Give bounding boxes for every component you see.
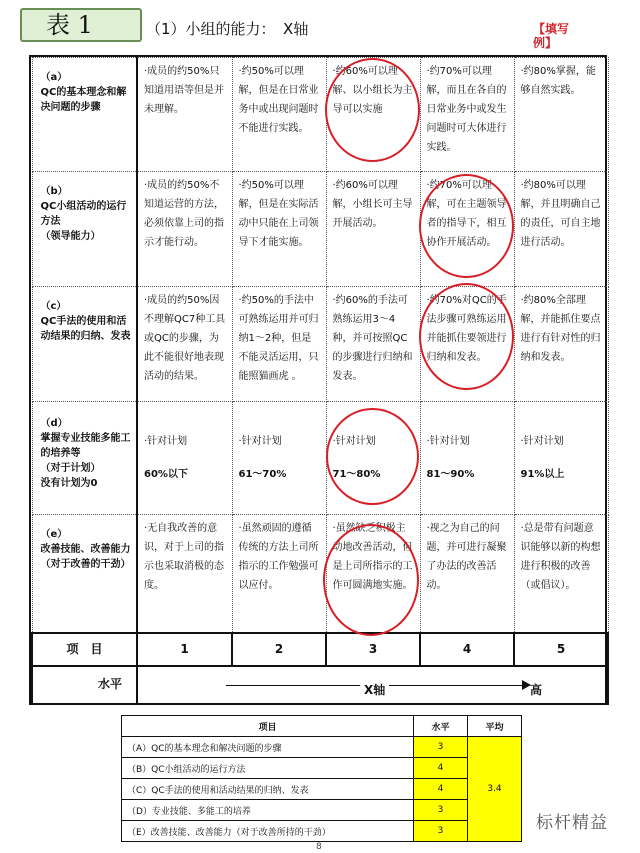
row-a xyxy=(32,58,608,172)
level-number: 3 xyxy=(326,633,420,666)
summary-item: （E）改善技能、改善能力（对于改善所持的干劲） xyxy=(122,821,414,842)
summary-header xyxy=(122,716,522,737)
summary-item: （D）专业技能、多能工的培养 xyxy=(122,800,414,821)
ability-matrix xyxy=(29,55,607,705)
summary-average: 3.4 xyxy=(468,737,522,842)
level-number: 5 xyxy=(514,633,608,666)
summary-row xyxy=(122,821,522,842)
cell-level-4: ·约70%可以理解，而且在各自的日常业务中或发生问题时可大体进行实践。 xyxy=(420,58,514,172)
cell-level-3: ·约60%的手法可熟练运用3～4种，并可按照QC的步骤进行归纳和发表。 xyxy=(326,287,420,402)
summary-level: 4 xyxy=(414,779,468,800)
cell-level-3: ·约60%可以理解、以小组长为主导可以实施 xyxy=(326,58,420,172)
cell-level-5: ·约80%掌握，能够自然实践。 xyxy=(514,58,608,172)
watermark: 标杆精益 xyxy=(536,813,608,833)
level-number: 1 xyxy=(137,633,232,666)
cell-level-2: ·约50%的手法中可熟练运用并可归纳1～2种，但是不能灵活运用，只能照猫画虎 。 xyxy=(232,287,326,402)
summary-item: （B）QC小组活动的运行方法 xyxy=(122,758,414,779)
summary-item: （A）QC的基本理念和解决问题的步骤 xyxy=(122,737,414,758)
plan-text: ·针对计划 xyxy=(426,436,470,447)
plan-text: ·针对计划 xyxy=(520,436,564,447)
cell-level-2 xyxy=(232,402,326,515)
row-label: （c） QC手法的使用和活动结果的归纳、发表 xyxy=(32,287,137,402)
level-number: 4 xyxy=(420,633,514,666)
summary-row xyxy=(122,737,522,758)
summary-level: 3 xyxy=(414,737,468,758)
item-label: 项 目 xyxy=(32,633,137,666)
cell-level-5: ·约80%全部理解，并能抓住要点进行有针对性的归纳和发表。 xyxy=(514,287,608,402)
x-axis xyxy=(138,667,607,703)
row-c xyxy=(32,287,608,402)
header-average: 平均 xyxy=(468,716,522,737)
plan-text: ·针对计划 xyxy=(144,436,188,447)
selection-circle-d xyxy=(326,408,419,505)
summary-item: （C）QC手法的使用和活动结果的归纳、发表 xyxy=(122,779,414,800)
ability-table xyxy=(31,57,609,705)
cell-level-1: ·成员的约50%不知道运营的方法，必须依靠上司的指示才能行动。 xyxy=(137,172,232,287)
summary-table xyxy=(121,715,522,842)
summary-level: 4 xyxy=(414,758,468,779)
page-number: 8 xyxy=(316,842,322,852)
selection-circle-b xyxy=(419,174,514,278)
plan-value: 81～90% xyxy=(426,469,475,480)
cell-level-5 xyxy=(514,402,608,515)
summary-row xyxy=(122,800,522,821)
summary-level: 3 xyxy=(414,821,468,842)
axis-row xyxy=(32,666,608,704)
row-b xyxy=(32,172,608,287)
table-tag: 表 1 xyxy=(20,8,142,42)
cell-level-4: ·约70%可以理解，可在主题领导者的指导下，相互协作开展活动。 xyxy=(420,172,514,287)
cell-level-2: ·约50%可以理解，但是在日常业务中或出现问题时不能进行实践。 xyxy=(232,58,326,172)
cell-level-5: ·总是带有问题意识能够以新的构想进行积极的改善（或倡议）。 xyxy=(514,515,608,633)
cell-level-1 xyxy=(137,402,232,515)
summary-row xyxy=(122,758,522,779)
plan-value: 71～80% xyxy=(332,469,381,480)
cell-level-1: ·成员的约50%只知道用语等但是并未理解。 xyxy=(137,58,232,172)
row-label: （b） QC小组活动的运行方法 （领导能力） xyxy=(32,172,137,287)
axis-end-label: 高 xyxy=(530,682,543,697)
row-label: （a） QC的基本理念和解决问题的步骤 xyxy=(32,58,137,172)
summary-row xyxy=(122,779,522,800)
cell-level-2: ·虽然顽固的遵循传统的方法上司所指示的工作勉强可以应付。 xyxy=(232,515,326,633)
cell-level-4 xyxy=(420,402,514,515)
cell-level-3: ·虽然缺乏积极主动地改善活动，但是上司所指示的工作可圆满地实施。 xyxy=(326,515,420,633)
page-subtitle: （1）小组的能力： X轴 xyxy=(146,20,309,38)
row-d xyxy=(32,402,608,515)
selection-circle-a xyxy=(325,58,420,162)
summary-table-wrap xyxy=(121,715,521,842)
selection-circle-e xyxy=(323,524,419,636)
plan-text: ·针对计划 xyxy=(238,436,282,447)
axis-label: X轴 xyxy=(360,681,389,700)
level-number: 2 xyxy=(232,633,326,666)
cell-level-3: ·约60%可以理解，小组长可主导开展活动。 xyxy=(326,172,420,287)
cell-level-2: ·约50%可以理解，但是在实际活动中只能在上司领导下才能实施。 xyxy=(232,172,326,287)
cell-level-5: ·约80%可以理解，并且明确自己的责任，可自主地进行活动。 xyxy=(514,172,608,287)
axis-cell xyxy=(137,666,608,704)
fill-example-note: 【填写例】 xyxy=(533,22,570,50)
header-item: 项目 xyxy=(122,716,414,737)
level-label: 水平 xyxy=(32,666,137,704)
cell-level-4: ·约70%对QC的手法步骤可熟练运用并能抓住要领进行归纳和发表。 xyxy=(420,287,514,402)
row-label: （e） 改善技能、改善能力 （对于改善的干劲） xyxy=(32,515,137,633)
cell-level-1: ·无自我改善的意识，对于上司的指示也采取消极的态度。 xyxy=(137,515,232,633)
plan-value: 91%以上 xyxy=(520,469,565,480)
level-number-row xyxy=(32,633,608,666)
plan-value: 60%以下 xyxy=(144,469,188,480)
summary-level: 3 xyxy=(414,800,468,821)
selection-circle-c xyxy=(419,283,514,390)
row-e xyxy=(32,515,608,633)
row-label: （d） 掌握专业技能多能工的培养等 （对于计划） 没有计划为0 xyxy=(32,402,137,515)
header-level: 水平 xyxy=(414,716,468,737)
plan-text: ·针对计划 xyxy=(332,436,376,447)
cell-level-1: ·成员的约50%因不理解QC7种工具或QC的步骤，为此不能很好地表现活动的结果。 xyxy=(137,287,232,402)
cell-level-4: ·视之为自己的问题，并可进行凝聚了办法的改善活动。 xyxy=(420,515,514,633)
plan-value: 61～70% xyxy=(238,469,287,480)
